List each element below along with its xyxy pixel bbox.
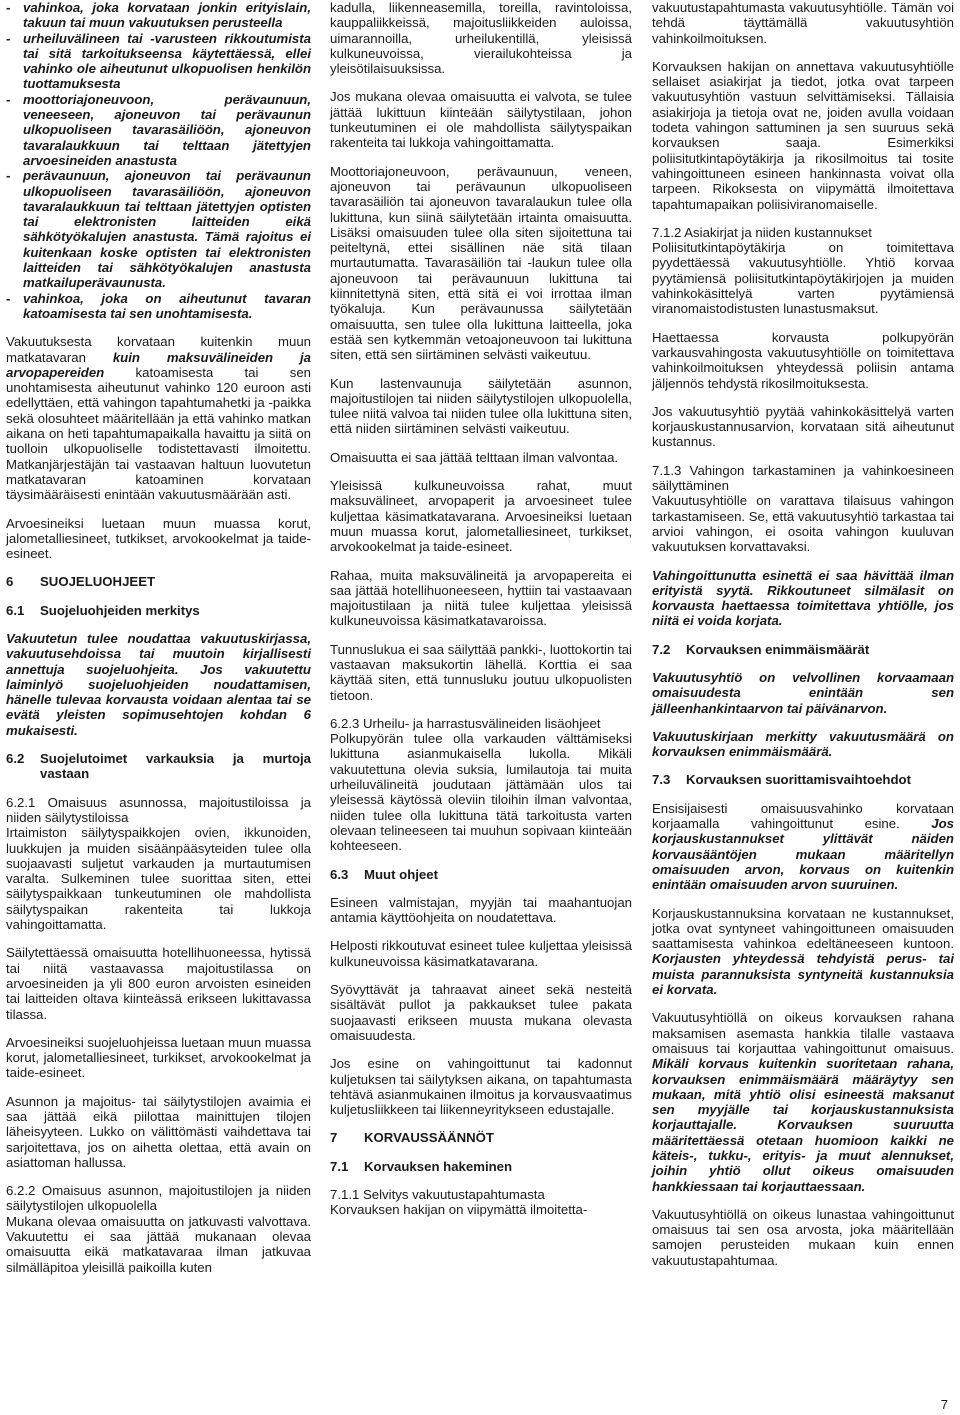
heading-title: Korvauksen hakeminen bbox=[364, 1158, 513, 1174]
heading-number: 6.1 bbox=[6, 602, 25, 618]
exclusion-list bbox=[6, 0, 311, 321]
column-3 bbox=[652, 0, 954, 1281]
heading-title: Muut ohjeet bbox=[364, 866, 438, 882]
paragraph: Tunnuslukua ei saa säilyttää pankki-, luottokortin tai vastaavan maksukortin lähellä. Korttia ei saa käyttää siten, että tunnusluku joutuu ulkopuolisten tietoon. bbox=[330, 641, 632, 703]
heading-title: Suojelutoimet varkauksia ja murtoja vastaan bbox=[40, 751, 311, 782]
page-number: 7 bbox=[940, 1397, 948, 1412]
subsection-heading bbox=[330, 867, 632, 882]
paragraph: 7.1.1 Selvitys vakuutustapahtumasta Korvauksen hakijan on viipymättä ilmoitetta- bbox=[330, 1187, 588, 1218]
paragraph: Helposti rikkoutuvat esineet tulee kuljettaa yleisissä kulkuneuvoissa käsimatkatavarana. bbox=[330, 938, 632, 969]
heading-title: Korvauksen suorittamisvaihtoehdot bbox=[686, 772, 911, 788]
section-heading bbox=[330, 1130, 632, 1145]
paragraph: Vakuutuskirjaan merkitty vakuutusmäärä on korvauksen enimmäismäärä. bbox=[652, 728, 954, 760]
heading-number: 7.1 bbox=[330, 1158, 349, 1174]
emphasis-run: kuin maksuvälineiden ja arvopapereiden bbox=[6, 349, 312, 380]
heading-number: 6.3 bbox=[330, 866, 349, 882]
subsection-heading bbox=[6, 603, 311, 618]
text-run: Ensisijaisesti omaisuusvahinko korvataan korjaamalla vahingoittunut esine. bbox=[652, 800, 954, 832]
text-run: Vakuutuksesta korvataan kuitenkin muun matkatavaran bbox=[6, 334, 311, 365]
text-run: Vakuutusyhtiöllä on oikeus korvauksen rahana maksamisen asemasta hankkia tilalle vastaava omaisuus tai korjauttaa vahingoittunut omaisuus. bbox=[652, 1010, 954, 1056]
paragraph: Arvoesineiksi luetaan muun muassa korut, jalometalliesineet, tutkikset, arvokookelmat ja taide-esineet. bbox=[6, 515, 311, 562]
emphasis-run: Korjausten yhteydessä tehdyistä perus- tai muista parannuksista syntyneitä kustannuksia ei korvata. bbox=[652, 951, 954, 998]
emphasis-run: Jos korjauskustannukset ylittävät näiden korvausääntöjen mukaan määritellyn omaisuuden arvon, korvaus on kuitenkin enintään omaisuuden arvon suuruinen. bbox=[652, 816, 954, 893]
paragraph: Asunnon ja majoitus- tai säilytystilojen avaimia ei saa jättää eikä piilottaa mainittujen tilojen läheisyyteen. Lukko on välittömästi vaihdettava tai sarjoitettava, jos on aihetta olettaa, että avain on asiattoman hallussa. bbox=[6, 1093, 311, 1170]
paragraph: Moottoriajoneuvoon, perävaunuun, veneen, ajoneuvon tai perävaunun ulkopuoliseen tavarasäiliön tai ajoneuvon tavaralaukun tulee olla lukittuna, kun siinä säilytetään irtainta omaisuutta. Lisäksi omaisuuden tulee olla siten sijoitettuna tai peiteltynä, ettei sisällinen näe sitä tilaan murtautumatta. Tavarasäiliön tai -laukun tulee olla ajoneuvoon tai perävaunuun lukittuna tai kiinnitettynä siten, että sitä ei voi irrottaa ilman työkaluja. Kun perävaunussa säilytetään omaisuutta, sen tulee olla lukittuna laitteella, joka estää sen kytkemmän vetoajoneuvoon tai lukittuna siten, että sen siirtäminen selvästi vaikeutuu. bbox=[330, 163, 632, 363]
list-item: - vahinkoa, joka korvataan jonkin erityislain, takuun tai muun vakuutuksen perusteella bbox=[6, 0, 311, 31]
subsection-heading bbox=[6, 751, 311, 782]
heading-title: Suojeluohjeiden merkitys bbox=[40, 602, 200, 618]
heading-number: 6.2 bbox=[6, 751, 25, 767]
paragraph: Arvoesineiksi suojeluohjeissa luetaan muun muassa korut, jalometalliesineet, turkikset, arvokookelmat ja taide-esineet. bbox=[6, 1034, 311, 1081]
heading-number: 7.2 bbox=[652, 641, 671, 657]
paragraph: Rahaa, muita maksuvälineitä ja arvopapereita ei saa jättää hotellihuoneeseen, hyttiin tai vastaavaan majoitustilaan ja niitä tulee kuljettaa yleisissä kulkuneuvoissa käsimatkatavaroissa. bbox=[330, 567, 632, 629]
paragraph: Haettaessa korvausta polkupyörän varkausvahingosta vakuutusyhtiölle on toimitettava vahinkoilmoituksen yhteydessä poliisin antama jäljennös tehdystä rikosilmoituksesta. bbox=[652, 329, 954, 391]
emphasis-run: Mikäli korvaus kuitenkin suoritetaan rahana, korvauksen enimmäismäärä määräytyy sen mukaan, mitä yhtiö olisi esineestä maksanut sen myyjälle tai korjauskustannuksista korjauttajalle. Korvauksen suuruutta määritettäessä otetaan huomioon kaikki ne käteis-, tukku-, erityis- ja muut alennukset, joihin yhtiö ollut oikeus omaisuuden hankkiessaan tai korjauttaessaan. bbox=[652, 1056, 954, 1194]
paragraph bbox=[652, 906, 954, 998]
paragraph: Vakuutusyhtiö on velvollinen korvaamaan omaisuudesta enintään sen jälleenhankintaarvon tai päivänarvon. bbox=[652, 669, 954, 716]
paragraph: Syövyttävät ja tahraavat aineet sekä nesteitä sisältävät pullot ja pakkaukset tulee pakata suojaavasti erikseen muusta mukana olevasta omaisuudesta. bbox=[330, 982, 632, 1043]
list-item: - vahinkoa, joka on aiheutunut tavaran katoamisesta tai sen unohtamisesta. bbox=[6, 291, 311, 322]
paragraph bbox=[652, 801, 954, 893]
paragraph: 7.1.3 Vahingon tarkastaminen ja vahinkoesineen säilyttäminen Vakuutusyhtiölle on varattava tilaisuus vahingon tarkastamiseen. Se, että vakuutusyhtiö tarkastaa tai arvioi vahingon, ei osoita vahingon kuuluvan vakuutuksen korvattavaksi. bbox=[652, 462, 955, 555]
paragraph bbox=[6, 334, 311, 502]
heading-title: KORVAUSSÄÄNNÖT bbox=[364, 1130, 494, 1146]
subsection-heading bbox=[652, 772, 954, 787]
list-item: - urheiluvälineen tai -varusteen rikkoutumista tai sitä tarkoitukseensa käytettäessä, ellei vahinko ole aiheutunut ulkopuolisen henkilön tuottamuksesta bbox=[6, 31, 311, 92]
paragraph: Säilytettäessä omaisuutta hotellihuoneessa, hytissä tai niitä vastaavassa majoitustilassa on arvoesineiden ja yli 800 euron arvoisten esineiden tai laitteiden oltava kiinteässä erikseen lukittavassa tilassa. bbox=[6, 945, 311, 1022]
paragraph: Esineen valmistajan, myyjän tai maahantuojan antamia käyttöohjeita on noudatettava. bbox=[330, 894, 632, 926]
paragraph: Jos vakuutusyhtiö pyytää vahinkokäsittelyä varten korjauskustannusarvion, korvataan sitä aiheutunut kustannus. bbox=[652, 403, 954, 450]
column-2 bbox=[330, 0, 632, 1231]
heading-number: 7.3 bbox=[652, 772, 671, 788]
paragraph: Vakuutetun tulee noudattaa vakuutuskirjassa, vakuutusehdoissa tai muutoin kirjallisesti annettuja suojeluohjeita. Jos vakuutettu laiminlyö suojeluohjeiden noudattamisen, hänelle tulevaa korvausta voidaan alentaa tai se evätä yleisten sopimusehtojen kohdan 6 mukaisesti. bbox=[6, 630, 311, 738]
paragraph: Jos esine on vahingoittunut tai kadonnut kuljetuksen tai säilytyksen aikana, on tapahtumasta tehtävä asianmukainen ilmoitus ja korvausvaatimus kuljetusliikkeen tai liikenneyritykseen edustajalle. bbox=[330, 1056, 632, 1118]
section-heading bbox=[6, 574, 311, 589]
paragraph: 6.2.3 Urheilu- ja harrastusvälineiden lisäohjeet Polkupyörän tulee olla varkauden välttämiseksi lukittuna asianmukaisella lukolla. Mikäli vakuutettuna olevia suksia, lumilautoja tai muita urheiluvälineitä joudutaan jättämään ulos tai yleisessä käytössä oleviin tiloihin ilman valvontaa, niiden tulee olla lukittuna tätä tarkoitusta varten olevaan telineeseen tai muuhun sopivaan kiinteään kohteeseen. bbox=[330, 715, 632, 854]
text-run: katoamisesta tai sen unohtamisesta aiheutunut vahinko 120 euroon asti edellyttäen, että vahingon tapahtumahetki ja -paikka sekä olosuhteet määritellään ja että vahinko matkan aikana on heti tapahtumapaikalla havaittu ja siitä on tuolloin ulkopuoliselle todistettavasti ilmoitettu. Matkanjärjestäjän tai vastaavan haltuun luovutetun matkatavaran katoaminen korvataan täysimääräisesti enintään vakuutusmäärään asti. bbox=[6, 364, 311, 503]
paragraph: Kun lastenvaunuja säilytetään asunnon, majoitustilojen tai niiden säilytystilojen ulkopuolella, tulee niitä valvoa tai niiden tulee olla lukittuna siten, että niiden siirtäminen selvästi vaikeutuu. bbox=[330, 375, 632, 437]
paragraph: 6.2.1 Omaisuus asunnossa, majoitustiloissa ja niiden säilytystiloissa Irtaimiston säilytyspaikkojen ovien, ikkunoiden, luukkujen ja muiden sisäänpääsyteiden tulee olla suojaavasti suljetut varkauden ja murtautumisen varalta. Sulkeminen tulee suorittaa siten, ettei säilytyspaikkaan tunkeutuminen ole mahdollista säilytyspaikan rakenteita tai lukkoja vahingoittamatta. bbox=[6, 794, 311, 933]
heading-title: SUOJELUOHJEET bbox=[40, 574, 156, 590]
paragraph: Jos mukana olevaa omaisuutta ei valvota, se tulee jättää lukittuun kiinteään säilytystilaan, johon tunkeutuminen ei ole mahdollista säilytyspaikan rakenteita tai lukkoja vahingoittamatta. bbox=[330, 89, 632, 151]
column-1 bbox=[6, 0, 311, 1288]
subsection-heading bbox=[652, 642, 954, 657]
paragraph: Vahingoittunutta esinettä ei saa hävittää ilman erityistä syytä. Rikkoutuneet silmälasit on korvausta haettaessa toimitettava yhtiölle, jos niitä ei voida korjata. bbox=[652, 567, 954, 629]
heading-title: Korvauksen enimmäismäärät bbox=[686, 641, 870, 657]
list-item: - perävaunuun, ajoneuvon tai perävaunun ulkopuoliseen tavarasäiliöön, ajoneuvon tavaralaukkuun tai telttaan jätettyjen optisten tai elektronisten laitteiden eikä sähkötyökalujen anastusta. Tämä rajoitus ei kuitenkaan koske optisten tai elektronisten laitteiden tai sähkötyökalujen anastusta matkailuperävaunusta. bbox=[6, 168, 311, 290]
subsection-heading bbox=[330, 1159, 632, 1174]
paragraph: 7.1.2 Asiakirjat ja niiden kustannukset Poliisitutkintapöytäkirja on toimitettava pyydettäessä vakuutusyhtiölle. Yhtiö korvaa pyytämiensä poliisitutkintapöytäkirjojen ja muiden vahinkokäsittelyä varten pyytämiensä viranomaistodistusten lunastusmaksut. bbox=[652, 224, 954, 317]
paragraph: 6.2.2 Omaisuus asunnon, majoitustilojen ja niiden säilytystilojen ulkopuolella Mukana olevaa omaisuutta on jatkuvasti valvottava. Vakuutettu ei saa jättää mukanaan olevaa omaisuutta eikä matkatavaraa ilman jatkuvaa silmälläpitoa yleisillä paikoilla kuten bbox=[6, 1183, 311, 1275]
paragraph: vakuutustapahtumasta vakuutusyhtiölle. Tämän voi tehdä täyttämällä vakuutusyhtiön vahinkoilmoituksen. bbox=[652, 0, 954, 46]
heading-number: 7 bbox=[330, 1130, 338, 1146]
paragraph: Vakuutusyhtiöllä on oikeus lunastaa vahingoittunut omaisuus tai sen osa arvosta, joka määritellään samojen perusteiden mukaan kuin ennen vakuutustapahtumaa. bbox=[652, 1206, 954, 1268]
paragraph: Korvauksen hakijan on annettava vakuutusyhtiölle sellaiset asiakirjat ja tiedot, jotka ovat tarpeen vakuutusyhtiön vastuun selvittämiseksi. Tällaisia asiakirjoja ja tietoja ovat ne, joiden avulla voidaan todeta vahingon sattuminen ja sen suuruus sekä korvauksen saaja. Esimerkiksi poliisitutkintapöytäkirja ja rikosilmoitus tai tosite vahingoittuneen esineen hankinnasta voivat olla tarpeen. Rikoksesta on viipymättä ilmoitettava tapahtumapaikan poliisiviranomaiselle. bbox=[652, 58, 954, 212]
paragraph bbox=[652, 1010, 954, 1194]
paragraph: Yleisissä kulkuneuvoissa rahat, muut maksuvälineet, arvopaperit ja arvoesineet tulee kuljettaa käsimatkatavarana. Arvoesineiksi luetaan muun muassa korut, jalometalliesineet, turkikset, arvokookelmat ja taide-esineet. bbox=[330, 478, 632, 555]
paragraph: Omaisuutta ei saa jättää telttaan ilman valvontaa. bbox=[330, 449, 619, 465]
list-item: - moottoriajoneuvoon, perävaunuun, veneeseen, ajoneuvon tai perävaunun ulkopuoliseen tavarasäiliöön, ajoneuvon tavaralaukkuun tai telttaan jätettyjen arvoesineiden anastusta bbox=[6, 92, 311, 168]
paragraph: kadulla, liikenneasemilla, toreilla, ravintoloissa, kauppaliikkeissä, majoitusliikkeiden auloissa, uimarannoilla, urheilukentillä, yleisissä kulkuneuvoissa, vierailukohteissa ja yleisötilaisuuksissa. bbox=[330, 0, 632, 77]
heading-number: 6 bbox=[6, 574, 14, 590]
text-run: Korjauskustannuksina korvataan ne kustannukset, jotka ovat syntyneet vahingoittuneen omaisuuden saattamisesta vahinkoa edeltäneeseen kuntoon. bbox=[652, 905, 954, 952]
